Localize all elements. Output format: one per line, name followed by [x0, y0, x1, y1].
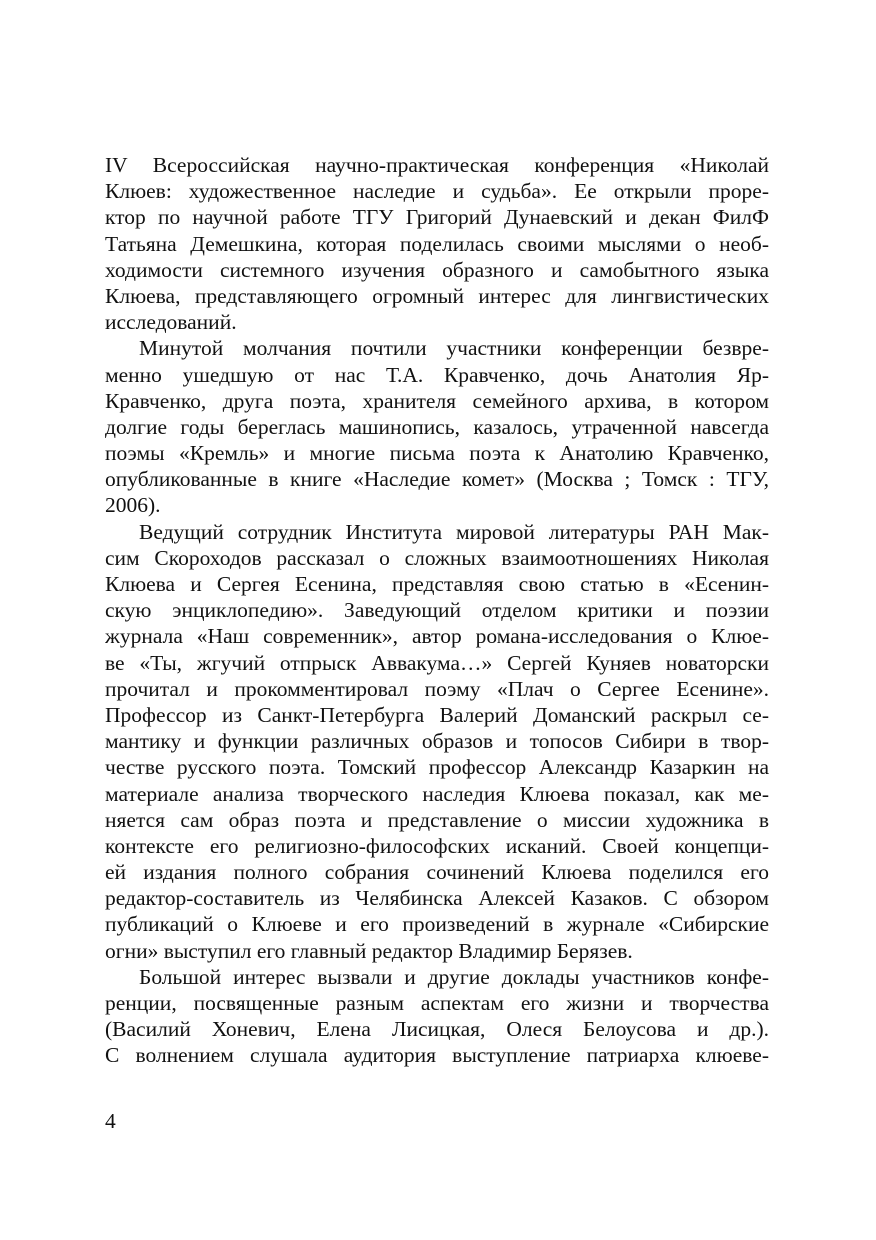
text-line: честве русского поэта. Томский профессор Александр Казаркин на — [105, 755, 769, 780]
text-line: поэмы «Кремль» и многие письма поэта к Анатолию Кравченко, — [105, 441, 769, 466]
text-line: редактор-составитель из Челябинска Алексей Казаков. С обзором — [105, 886, 769, 911]
text-line: опубликованные в книге «Наследие комет» (Москва ; Томск : ТГУ, — [105, 467, 769, 492]
text-line: (Василий Хоневич, Елена Лисицкая, Олеся Белоусова и др.). — [105, 1017, 769, 1042]
text-line: Большой интерес вызвали и другие доклады участников конфе- — [139, 964, 769, 989]
text-line: публикаций о Клюеве и его произведений в журнале «Сибирские — [105, 912, 769, 937]
paragraph — [105, 335, 769, 518]
text-line: С волнением слушала аудитория выступление патриарха клюеве- — [105, 1043, 769, 1068]
text-line: Клюева и Сергея Есенина, представляя свою статью в «Есенин- — [105, 572, 769, 596]
text-line: контексте его религиозно-философских исканий. Своей концепци- — [105, 833, 769, 858]
text-line: сим Скороходов рассказал о сложных взаимоотношениях Николая — [105, 545, 769, 570]
text-line: скую энциклопедию». Заведующий отделом критики и поэзии — [105, 598, 769, 623]
paragraph — [105, 964, 769, 1069]
text-line: ходимости системного изучения образного и самобытного языка — [105, 257, 769, 282]
text-line: Клюева, представляющего огромный интерес для лингвистических — [105, 283, 769, 308]
text-line: Татьяна Демешкина, которая поделилась своими мыслями о необ- — [105, 231, 769, 256]
text-line: мантику и функции различных образов и топосов Сибири в твор- — [105, 729, 769, 754]
text-line: Кравченко, друга поэта, хранителя семейного архива, в котором — [105, 388, 769, 413]
text-line: ей издания полного собрания сочинений Клюева поделился его — [105, 860, 769, 885]
text-line: журнала «Наш современник», автор романа-исследования о Клюе- — [105, 624, 769, 649]
page-number: 4 — [105, 1109, 116, 1133]
text-line: ктор по научной работе ТГУ Григорий Дунаевский и декан ФилФ — [105, 205, 769, 230]
text-line: менно ушедшую от нас Т.А. Кравченко, дочь Анатолия Яр- — [105, 362, 769, 387]
text-line: 2006). — [105, 493, 161, 518]
text-line: материале анализа творческого наследия Клюева показал, как ме- — [105, 781, 769, 806]
text-line: огни» выступил его главный редактор Владимир Берязев. — [105, 938, 633, 963]
text-line: Ведущий сотрудник Института мировой литературы РАН Мак- — [139, 519, 769, 544]
text-line: ренции, посвященные разным аспектам его жизни и творчества — [105, 991, 769, 1015]
text-line: IV Всероссийская научно-практическая конференция «Николай — [105, 153, 769, 177]
text-line: Клюев: художественное наследие и судьба». Ее открыли проре- — [105, 179, 769, 204]
body-text — [105, 152, 769, 1069]
text-line: исследований. — [105, 310, 237, 335]
text-line: прочитал и прокомментировал поэму «Плач о Сергее Есенине». — [105, 676, 769, 701]
text-line: Профессор из Санкт-Петербурга Валерий Доманский раскрыл се- — [105, 702, 769, 727]
text-line: Минутой молчания почтили участники конференции безвре- — [139, 336, 769, 361]
text-line: ве «Ты, жгучий отпрыск Аввакума…» Сергей Куняев новаторски — [105, 650, 769, 675]
text-line: няется сам образ поэта и представление о миссии художника в — [105, 807, 769, 832]
text-line: долгие годы береглась машинопись, казалось, утраченной навсегда — [105, 414, 769, 439]
paragraph — [105, 519, 769, 964]
paragraph — [105, 152, 769, 335]
